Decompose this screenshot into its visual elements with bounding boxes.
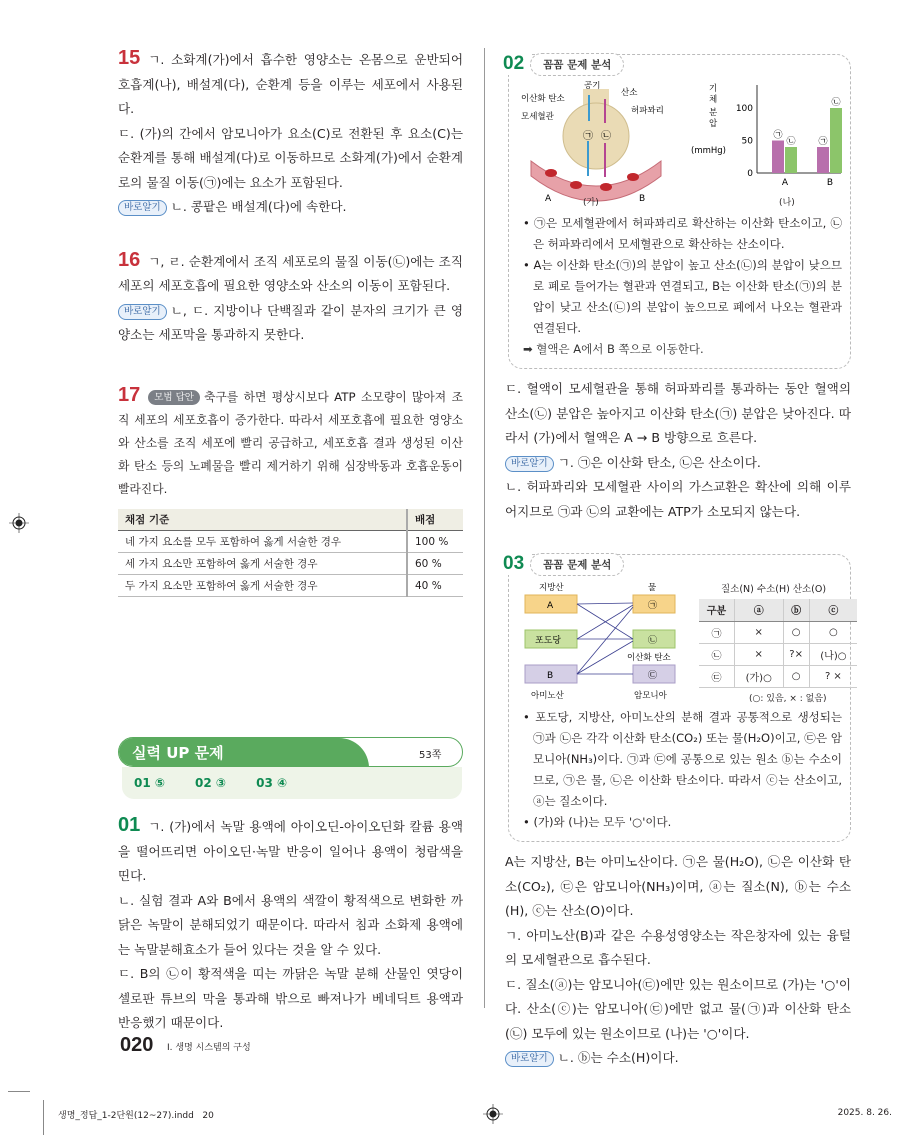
- table-row: [699, 643, 857, 665]
- bullet-text: 포도당, 지방산, 아미노산의 분해 결과 공통적으로 생성되는 ㉠과 ㉡은 각각 이산화 탄소(CO₂) 또는 물(H₂O)이고, ㉢은 암모니아(NH₃)이다. ㉠과 ㉢에 공통으로 있는 원소 ⓑ는 수소이므로, ㉠은 물, ㉡은 이산화 탄소이다. 따라서 ⓒ는 산소이고, ⓐ는 질소이다.: [533, 710, 842, 808]
- label-o2: 산소: [621, 88, 638, 98]
- cell: (가)○: [734, 665, 783, 687]
- label-water: 물: [648, 583, 657, 593]
- conclusion: ➡ 혈액은 A에서 B 쪽으로 이동한다.: [523, 342, 704, 356]
- criteria-cell: 네 가지 요소를 모두 포함하여 옳게 서술한 경우: [118, 531, 407, 553]
- question-number: 01: [118, 814, 141, 836]
- header-cell: 구분: [699, 599, 734, 621]
- explanation-line: A는 지방산, B는 아미노산이다. ㉠은 물(H₂O), ㉡은 이산화 탄소(CO₂), ㉢은 암모니아(NH₃)이며, ⓐ는 질소(N), ⓑ는 수소(H), ⓒ는 산소(O)이다.: [505, 854, 851, 918]
- box-A: A: [547, 601, 554, 611]
- right-column: [505, 54, 851, 1071]
- label-ammonia: 암모니아: [634, 691, 667, 701]
- table-legend: (○: 있음, × : 없음): [749, 694, 827, 704]
- metabolism-flow-diagram: [521, 581, 693, 703]
- cell: ○: [783, 665, 809, 687]
- registration-mark-icon: [9, 513, 29, 533]
- bullet-item: • ㉠은 모세혈관에서 허파꽈리로 확산하는 이산화 탄소이고, ㉡은 허파꽈리에서 모세혈관으로 확산하는 산소이다.: [523, 216, 842, 251]
- label-B: B: [639, 194, 646, 203]
- box-glucose: 포도당: [535, 636, 562, 646]
- analysis-box-03: [503, 553, 851, 842]
- y-axis-label: 체: [709, 95, 718, 105]
- bar-label: ㉠: [818, 137, 828, 147]
- answer-01: [118, 813, 463, 1036]
- cell: ? ×: [809, 665, 857, 687]
- bar-label: ㉡: [786, 137, 796, 147]
- bar-B-1: [830, 108, 842, 173]
- box-c: ㉢: [648, 671, 658, 681]
- explanation-line: ㄱ. 소화계(가)에서 흡수한 영양소는 온몸으로 운반되어 호흡계(나), 배설계(다), 순환계 등을 이루는 세포에서 사용된다.: [118, 52, 463, 116]
- analysis-box-02: [503, 53, 851, 369]
- analysis-pill: 꼼꼼 문제 분석: [530, 53, 624, 76]
- answer-key: [122, 767, 462, 799]
- bar-A-1: [785, 147, 797, 173]
- answer-15: [118, 46, 463, 220]
- model-answer-tag: 모범 답안: [148, 390, 200, 405]
- question-number: 02: [503, 53, 530, 75]
- score-cell: 40 %: [407, 575, 463, 597]
- explanation-line: ㄱ. (가)에서 녹말 용액에 아이오딘-아이오딘화 칼륨 용액을 떨어뜨리면 아이오딘·녹말 반응이 일어나 용액이 청람색을 띤다.: [118, 819, 463, 883]
- table-row: [699, 665, 857, 687]
- answer-03-text: [505, 850, 851, 1071]
- bullet-text: A는 이산화 탄소(㉠)의 분압이 높고 산소(㉡)의 분압이 낮으므로 폐로 들어가는 혈관과 연결되고, B는 이산화 탄소(㉠)의 분압이 낮고 산소(㉡)의 분압이 높으므로 폐에서 나오는 혈관과 연결된다.: [533, 258, 842, 335]
- wrong-explanation: ㄴ. 콩팥은 배설계(다)에 속한다.: [170, 199, 347, 214]
- question-number: 16: [118, 248, 141, 271]
- label-capillary: 모세혈관: [521, 112, 554, 122]
- left-column: [118, 46, 463, 1036]
- crop-mark: [43, 1100, 44, 1135]
- label-alveolus: 허파꽈리: [631, 106, 664, 116]
- wrong-explanation: ㄱ. ㉠은 이산화 탄소, ㉡은 산소이다.: [557, 454, 761, 470]
- header-cell: ⓐ: [734, 599, 783, 621]
- bar-label: ㉡: [831, 98, 841, 108]
- box-a: ㉠: [648, 601, 658, 611]
- wrong-explanation: ㄴ, ㄷ. 지방이나 단백질과 같이 분자의 크기가 큰 영양소는 세포막을 통과하지 못한다.: [118, 302, 463, 342]
- answer-02-text: [505, 377, 851, 524]
- element-table-caption: 질소(N) 수소(H) 산소(O): [721, 584, 827, 595]
- cell: ×: [734, 621, 783, 643]
- unit-title: I. 생명 시스템의 구성: [167, 1043, 251, 1053]
- y-axis-label: 기: [709, 84, 718, 94]
- wrong-tag: 바로알기: [505, 456, 554, 472]
- y-tick-label: 100: [735, 104, 753, 114]
- label-b: ㉡: [601, 131, 611, 142]
- explanation-line: ㄷ. B의 ㉡이 황적색을 띠는 까닭은 녹말 분해 산물인 엿당이 셀로판 튜브의 막을 통과해 밖으로 빠져나가 베네딕트 용액과 반응했기 때문이다.: [118, 966, 463, 1030]
- score-cell: 60 %: [407, 553, 463, 575]
- cell: ×: [734, 643, 783, 665]
- box-B: B: [547, 671, 554, 681]
- figure-row-02: [521, 81, 842, 209]
- answer-16: [118, 248, 463, 348]
- model-answer-text: 축구를 하면 평상시보다 ATP 소모량이 많아져 조직 세포의 세포호흡이 증가한다. 따라서 세포호흡에 필요한 영양소와 산소를 조직 세포에 빨리 공급하고, 세포호흡 결과 생성된 이산화 탄소 등의 노폐물을 빨리 제거하기 위해 심장박동과 호흡운동이 빨라진다.: [118, 389, 463, 496]
- label-amino-acid: 아미노산: [531, 691, 564, 701]
- answer-item: 03 ④: [256, 776, 288, 790]
- header-criteria: 채점 기준: [118, 509, 407, 531]
- explanation-line: ㄷ. 질소(ⓐ)는 암모니아(㉢)에만 있는 원소이므로 (가)는 '○'이다. 산소(ⓒ)는 암모니아(㉢)에만 없고 물(㉠)과 이산화 탄소(㉡) 모두에 있는 원소이므로 (나)는 '○'이다.: [505, 976, 851, 1041]
- header-cell: ⓒ: [809, 599, 857, 621]
- wrong-explanation: ㄴ. ⓑ는 수소(H)이다.: [557, 1050, 679, 1065]
- cell: ○: [809, 621, 857, 643]
- question-number: 17: [118, 383, 141, 406]
- box-b: ㉡: [648, 636, 658, 646]
- cell: ?×: [783, 643, 809, 665]
- bullet-text: (가)와 (나)는 모두 '○'이다.: [533, 815, 672, 829]
- wrong-tag: 바로알기: [118, 200, 167, 216]
- table-row: [699, 621, 857, 643]
- partial-pressure-chart: [691, 81, 846, 193]
- print-date: 2025. 8. 26.: [837, 1108, 892, 1118]
- answer-item: 02 ③: [195, 776, 227, 790]
- chart-caption: (나): [779, 198, 795, 208]
- scoring-table: [118, 509, 463, 598]
- skill-up-header: [118, 737, 463, 767]
- y-tick-label: 50: [741, 136, 753, 147]
- label-co2: 이산화 탄소: [521, 94, 565, 104]
- y-axis-label: 압: [709, 119, 718, 129]
- bar-A-0: [772, 141, 784, 174]
- cell: ㉡: [699, 643, 734, 665]
- x-tick-label: A: [781, 178, 789, 188]
- x-tick-label: B: [826, 178, 834, 188]
- bullet-item: • (가)와 (나)는 모두 '○'이다.: [523, 815, 672, 829]
- registration-mark-icon: [483, 1104, 503, 1124]
- cell: (나)○: [809, 643, 857, 665]
- criteria-cell: 세 가지 요소만 포함하여 옳게 서술한 경우: [118, 553, 407, 575]
- label-air: 공기: [584, 81, 601, 91]
- explanation-line: ㄱ, ㄹ. 순환계에서 조직 세포로의 물질 이동(㉡)에는 조직 세포의 세포호흡에 필요한 영양소와 산소의 이동이 포함된다.: [118, 253, 463, 293]
- explanation-line: ㄷ. (가)의 간에서 암모니아가 요소(C)로 전환된 후 요소(C)는 순환계를 통해 배설계(다)로 이동하므로 소화계(가)에서 순환계로의 물질 이동(㉠)에는 요소가 포함된다.: [118, 125, 463, 190]
- score-cell: 100 %: [407, 531, 463, 553]
- answer-17: [118, 384, 463, 501]
- answer-item: 01 ⑤: [134, 776, 166, 790]
- analysis-bullets-02: [521, 213, 842, 360]
- header-cell: ⓑ: [783, 599, 809, 621]
- column-divider: [484, 48, 485, 1008]
- question-number: 15: [118, 47, 141, 69]
- file-name: 생명_정답_1-2단원(12~27).indd 20: [58, 1111, 214, 1121]
- analysis-bullets-03: [521, 707, 842, 833]
- wrong-tag: 바로알기: [118, 304, 167, 320]
- explanation-line: ㄴ. 실험 결과 A와 B에서 용액의 색깔이 황적색으로 변화한 까닭은 녹말이 분해되었기 때문이다. 따라서 침과 소화제 용액에는 녹말분해효소가 들어 있다는 것을 알 수 있다.: [118, 892, 463, 957]
- page-number: 020: [120, 1034, 154, 1056]
- section-title: 실력 UP 문제: [132, 744, 224, 762]
- crop-mark: [8, 1091, 30, 1092]
- label-co2: 이산화 탄소: [627, 653, 671, 663]
- label-a: ㉠: [583, 131, 593, 142]
- y-axis-unit: (mmHg): [691, 146, 726, 156]
- explanation-line: ㄷ. 혈액이 모세혈관을 통해 허파꽈리를 통과하는 동안 혈액의 산소(㉡) 분압은 높아지고 이산화 탄소(㉠) 분압은 낮아진다. 따라서 (가)에서 혈액은 A → B 방향으로 흐른다.: [505, 381, 851, 445]
- label-fatty-acid: 지방산: [539, 583, 564, 593]
- question-number: 03: [503, 553, 530, 575]
- y-axis-label: 분: [709, 108, 718, 118]
- label-A: A: [545, 194, 552, 203]
- header-score: 배점: [407, 509, 463, 531]
- wrong-explanation: ㄴ. 허파꽈리와 모세혈관 사이의 가스교환은 확산에 의해 이루어지므로 ㉠과 ㉡의 교환에는 ATP가 소모되지 않는다.: [505, 479, 851, 519]
- cell: ㉠: [699, 621, 734, 643]
- explanation-line: ㄱ. 아미노산(B)과 같은 수용성영양소는 작은창자에 있는 융털의 모세혈관으로 흡수된다.: [505, 927, 851, 967]
- alveolus-figure: [521, 81, 671, 203]
- cell: ○: [783, 621, 809, 643]
- bullet-item: • A는 이산화 탄소(㉠)의 분압이 높고 산소(㉡)의 분압이 낮으므로 폐로 들어가는 혈관과 연결되고, B는 이산화 탄소(㉠)의 분압이 낮고 산소(㉡)의 분압이 높으므로 폐에서 나오는 혈관과 연결된다.: [523, 258, 842, 335]
- y-tick-label: 0: [747, 169, 753, 179]
- bar-B-0: [817, 147, 829, 173]
- figure-caption: (가): [583, 198, 599, 208]
- figure-row-03: [521, 581, 847, 705]
- analysis-pill: 꼼꼼 문제 분석: [530, 553, 624, 576]
- table-row: [118, 531, 463, 553]
- wrong-tag: 바로알기: [505, 1051, 554, 1067]
- criteria-cell: 두 가지 요소만 포함하여 옳게 서술한 경우: [118, 575, 407, 597]
- table-row: [118, 553, 463, 575]
- bullet-text: ㉠은 모세혈관에서 허파꽈리로 확산하는 이산화 탄소이고, ㉡은 허파꽈리에서 모세혈관으로 확산하는 산소이다.: [533, 216, 842, 251]
- page-ref: 53쪽: [419, 750, 442, 761]
- element-table: [699, 599, 857, 688]
- cell: ㉢: [699, 665, 734, 687]
- bar-label: ㉠: [773, 130, 783, 141]
- table-row: [118, 575, 463, 597]
- bullet-item: • 포도당, 지방산, 아미노산의 분해 결과 공통적으로 생성되는 ㉠과 ㉡은 각각 이산화 탄소(CO₂) 또는 물(H₂O)이고, ㉢은 암모니아(NH₃)이다. ㉠과 ㉢에 공통으로 있는 원소 ⓑ는 수소이므로, ㉠은 물, ㉡은 이산화 탄소이다. 따라서 ⓒ는 산소이고, ⓐ는 질소이다.: [523, 710, 842, 808]
